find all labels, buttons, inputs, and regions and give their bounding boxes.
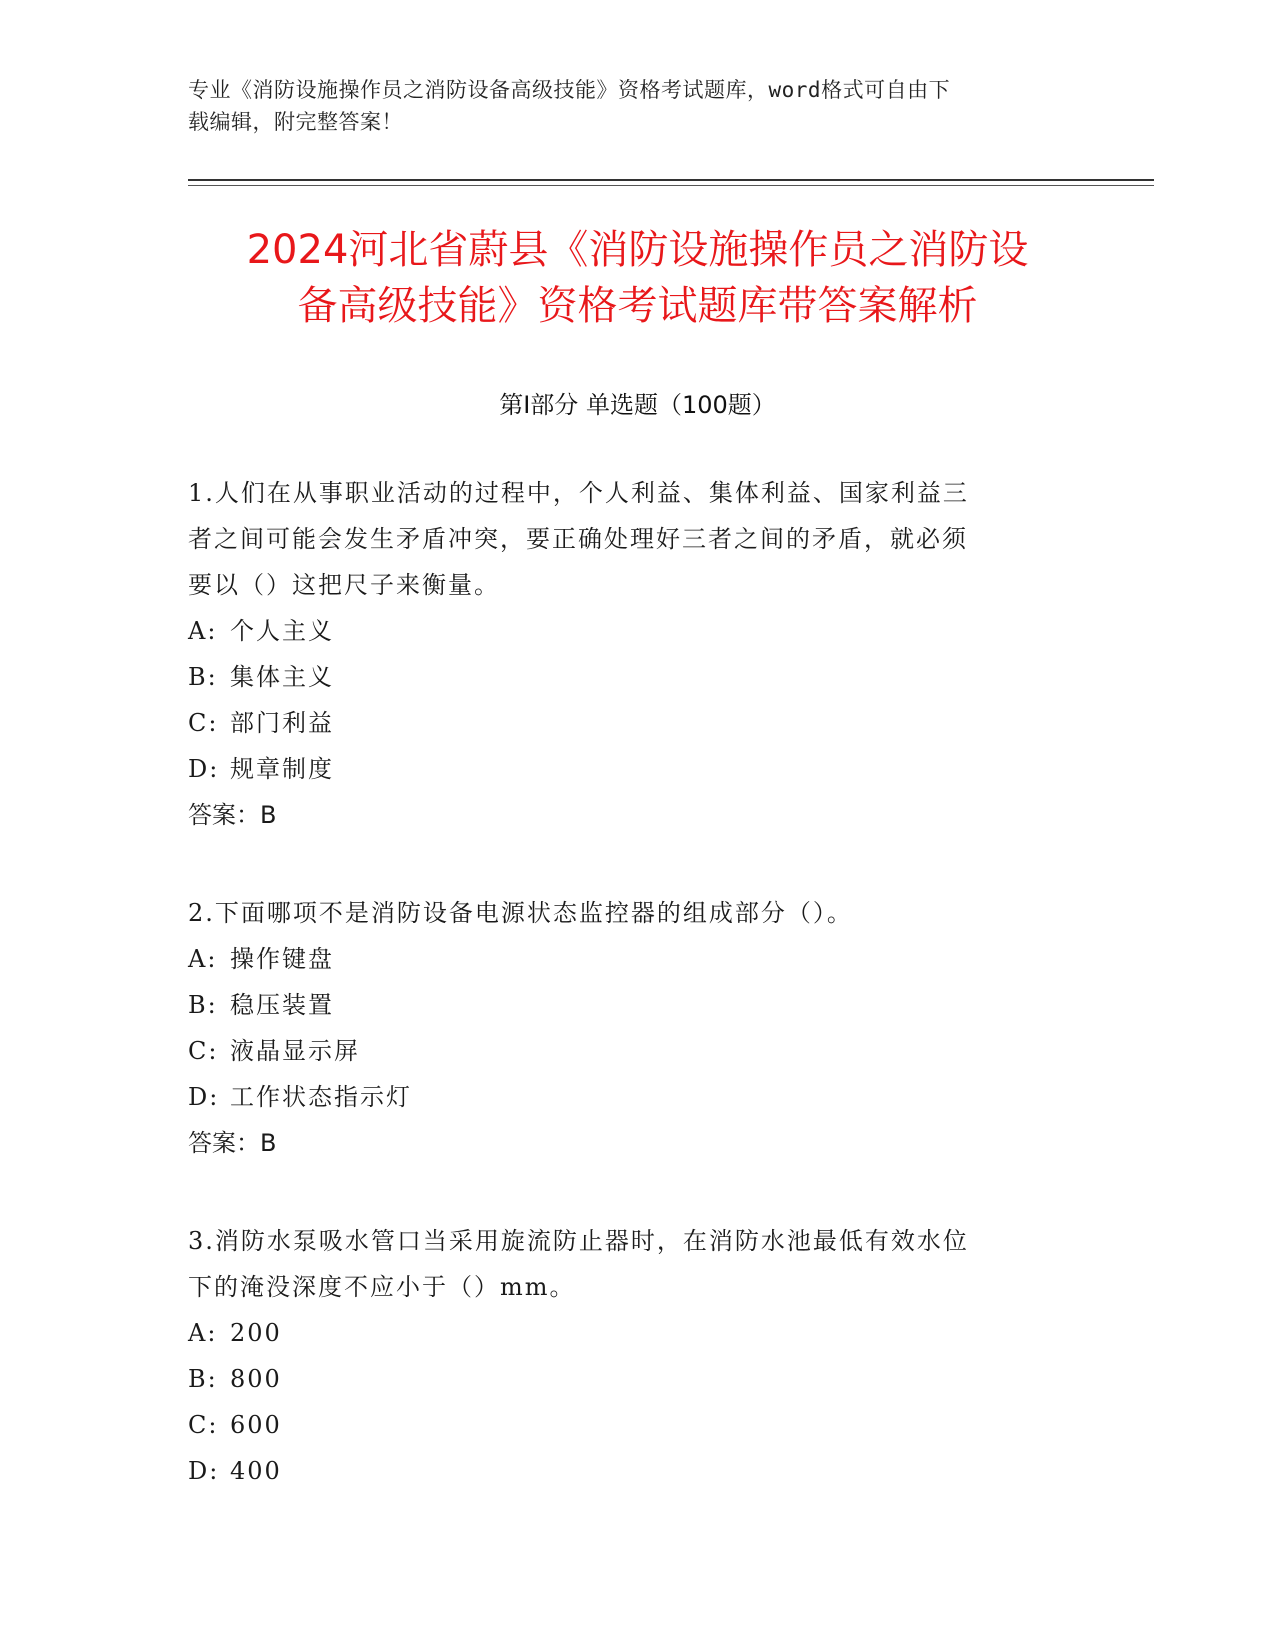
header-note (188, 74, 1068, 138)
question-stem-line: 要以（）这把尺子来衡量。 (188, 571, 500, 599)
option-b (188, 982, 1068, 1028)
answer-line: 答案：B (188, 801, 277, 829)
option-label: A: (188, 1319, 218, 1347)
option-label: C: (188, 709, 219, 737)
question-stem-line: 1.人们在从事职业活动的过程中，个人利益、集体利益、国家利益三 (188, 479, 969, 507)
option-text: 工作状态指示灯 (230, 1083, 412, 1111)
question-item (188, 470, 1068, 838)
option-label: A: (188, 945, 218, 973)
question-list (188, 470, 1068, 1546)
option-text: 规章制度 (230, 755, 334, 783)
option-label: A: (188, 617, 218, 645)
header-note-line: 载编辑，附完整答案！ (188, 110, 403, 134)
option-text: 操作键盘 (230, 945, 334, 973)
option-d (188, 1448, 1068, 1494)
option-label: B: (188, 663, 218, 691)
header-note-line: 专业《消防设施操作员之消防设备高级技能》资格考试题库，word格式可自由下 (188, 78, 951, 102)
header-divider-thick (188, 179, 1154, 181)
option-b (188, 1356, 1068, 1402)
option-d (188, 746, 1068, 792)
document-title-line: 备高级技能》资格考试题库带答案解析 (297, 283, 978, 329)
option-label: C: (188, 1411, 219, 1439)
question-item (188, 1218, 1068, 1494)
option-label: B: (188, 991, 218, 1019)
question-item (188, 890, 1068, 1166)
document-title (150, 222, 1125, 334)
option-a (188, 608, 1068, 654)
option-label: B: (188, 1365, 218, 1393)
answer-line: 答案：B (188, 1129, 277, 1157)
option-c (188, 1402, 1068, 1448)
option-text: 集体主义 (230, 663, 334, 691)
option-text: 600 (230, 1411, 282, 1439)
option-c (188, 1028, 1068, 1074)
option-label: D: (188, 755, 220, 783)
option-text: 200 (230, 1319, 282, 1347)
option-a (188, 1310, 1068, 1356)
option-text: 液晶显示屏 (230, 1037, 360, 1065)
option-b (188, 654, 1068, 700)
option-text: 400 (230, 1457, 282, 1485)
option-label: D: (188, 1083, 220, 1111)
question-stem-line: 者之间可能会发生矛盾冲突，要正确处理好三者之间的矛盾，就必须 (188, 525, 968, 553)
option-a (188, 936, 1068, 982)
option-label: D: (188, 1457, 220, 1485)
question-stem-line: 下的淹没深度不应小于（）mm。 (188, 1273, 576, 1301)
question-stem-line: 2.下面哪项不是消防设备电源状态监控器的组成部分（）。 (188, 899, 853, 927)
option-text: 800 (230, 1365, 282, 1393)
option-text: 个人主义 (230, 617, 334, 645)
option-text: 稳压装置 (230, 991, 334, 1019)
header-divider-thin (188, 185, 1154, 186)
document-title-line: 2024河北省蔚县《消防设施操作员之消防设 (246, 227, 1029, 273)
option-text: 部门利益 (230, 709, 334, 737)
option-c (188, 700, 1068, 746)
option-d (188, 1074, 1068, 1120)
section-heading: 第Ⅰ部分 单选题（100题） (499, 391, 776, 419)
question-stem-line: 3.消防水泵吸水管口当采用旋流防止器时，在消防水池最低有效水位 (188, 1227, 969, 1255)
option-label: C: (188, 1037, 219, 1065)
